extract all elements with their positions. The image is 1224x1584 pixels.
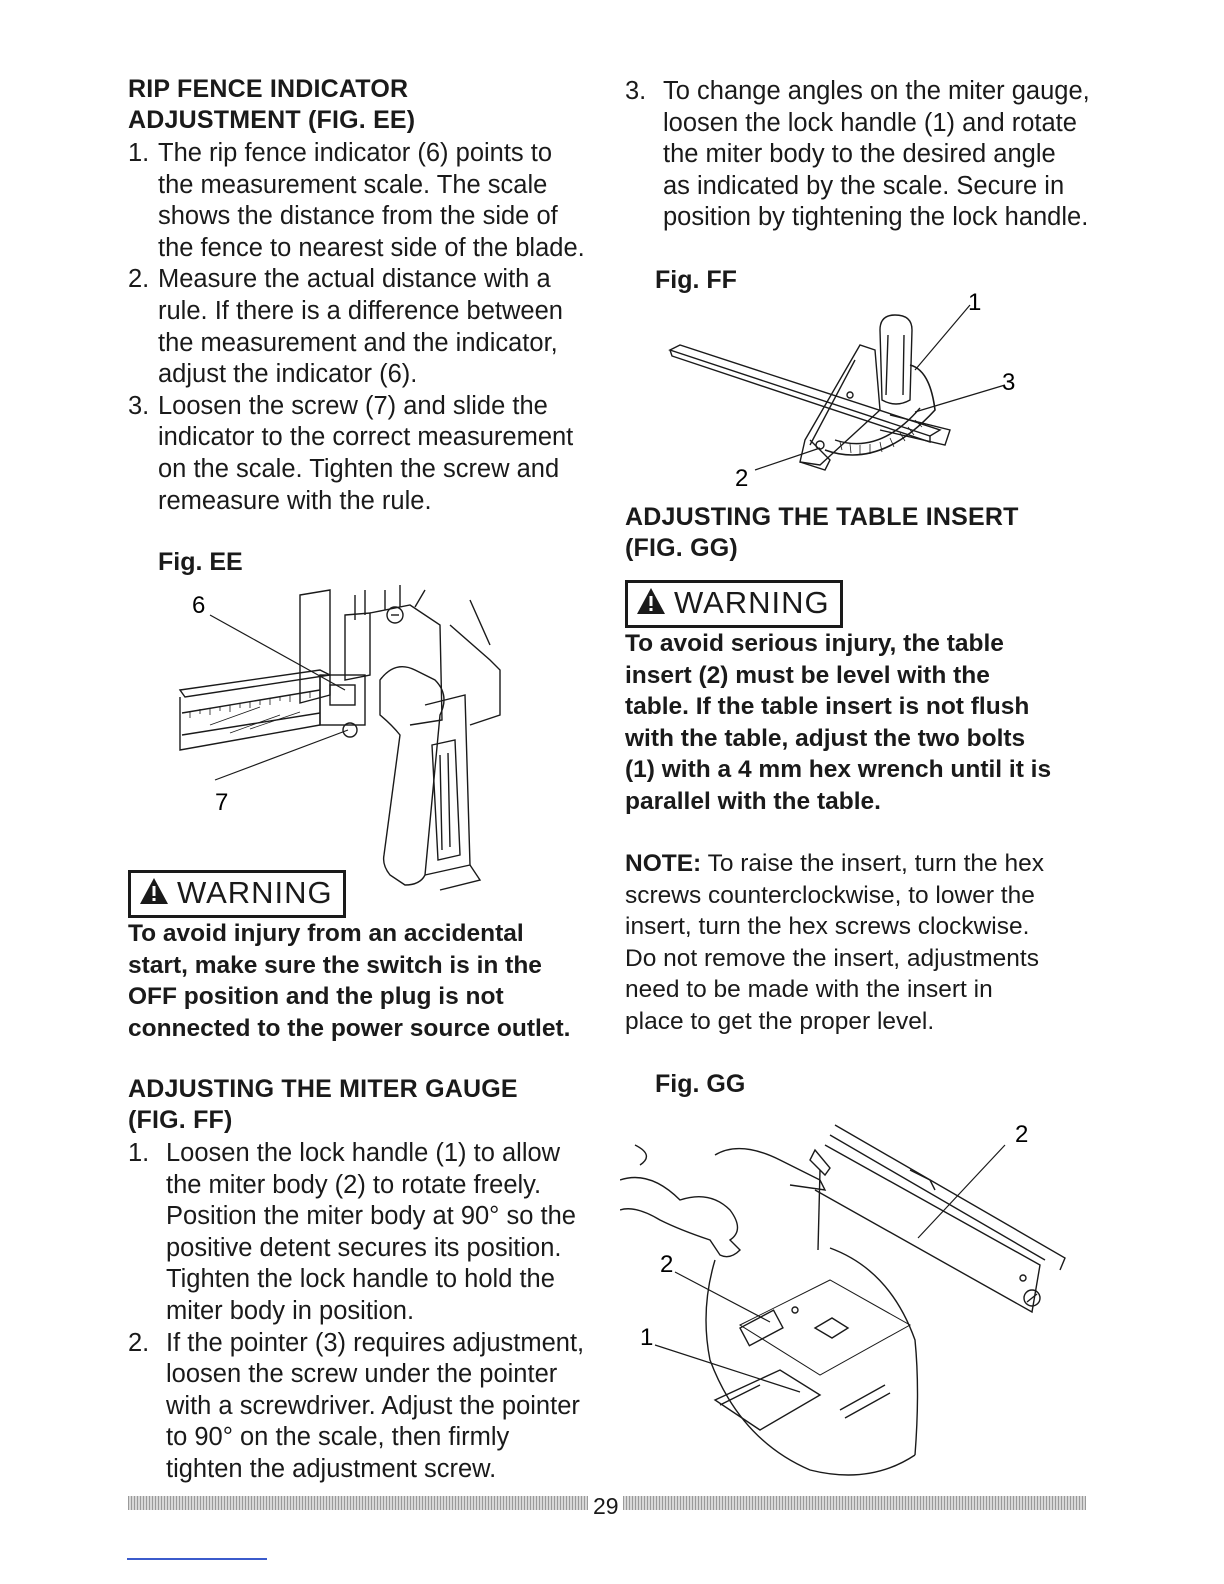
rip-fence-section: [128, 74, 598, 517]
callout-1: 1: [968, 290, 982, 316]
fig-gg-illustration: [620, 1100, 1080, 1490]
callout-1: 1: [640, 1324, 654, 1351]
fig-ff-label: Fig. FF: [655, 266, 737, 294]
rip-fence-steps: [128, 138, 598, 517]
callout-2-left: 2: [660, 1251, 674, 1278]
warning-label-box: WARNING: [625, 580, 843, 628]
footer-rule-left: [128, 1496, 588, 1510]
miter-gauge-section: [128, 1074, 598, 1486]
miter-step-2: 2. If the pointer (3) requires adjustment, loosen the screw under the pointer with a screwdriver. Adjust the pointer to 90° on the scale, then firmly tighten the adjustment screw.: [128, 1328, 585, 1483]
miter-gauge-steps: [128, 1138, 598, 1486]
note-line-1: NOTE: To raise the insert, turn the hex: [625, 850, 1044, 877]
callout-3: 3: [1002, 369, 1016, 396]
warning-triangle-icon: [139, 875, 169, 915]
bottom-rule: [127, 1558, 267, 1560]
fig-gg-label: Fig. GG: [655, 1070, 746, 1098]
miter-step-3-list: [625, 76, 1105, 234]
table-insert-section: [625, 502, 1105, 564]
footer-rule-right: [623, 1496, 1086, 1510]
fig-ee-illustration: [170, 585, 510, 895]
miter-gauge-heading: ADJUSTING THE MITER GAUGE (FIG. FF): [128, 1075, 518, 1134]
callout-2: 2: [735, 465, 749, 490]
rip-step-2: 2. Measure the actual distance with a rule. If there is a difference between the measurement and the indicator, adjust the indicator (6).: [128, 265, 563, 389]
miter-step-3: 3. To change angles on the miter gauge, loosen the lock handle (1) and rotate the miter body to the desired angle as indicated by the scale. Secure in position by tightening the lock handle.: [625, 77, 1090, 232]
right-warning-box: [625, 580, 843, 628]
callout-6: 6: [192, 592, 206, 619]
rip-step-3: 3. Loosen the screw (7) and slide the indicator to the correct measurement on the scale. Tighten the screw and remeasure with the rule.: [128, 391, 574, 515]
note-label: NOTE:: [625, 850, 702, 877]
miter-step-3-block: [625, 76, 1105, 234]
table-insert-heading: ADJUSTING THE TABLE INSERT (FIG. GG): [625, 503, 1019, 562]
rip-fence-heading: RIP FENCE INDICATOR ADJUSTMENT (FIG. EE): [128, 75, 416, 134]
left-warning-box: [128, 870, 346, 918]
rip-step-1: 1. The rip fence indicator (6) points to the measurement scale. The scale shows the distance from the side of the fence to nearest side of the blade.: [128, 139, 585, 262]
warning-label-box: WARNING: [128, 870, 346, 918]
fig-ff-illustration: [660, 290, 1040, 490]
callout-7: 7: [215, 789, 229, 816]
fig-ee-label: Fig. EE: [158, 548, 243, 576]
note-block: NOTE: To raise the insert, turn the hex screws counterclockwise, to lower the insert, turn the hex screws clockwise. Do not remove the insert, adjustments need to be made with the insert in place to get the proper level.: [625, 848, 1105, 1038]
miter-step-1: 1. Loosen the lock handle (1) to allow the miter body (2) to rotate freely. Position the miter body at 90° so the positive detent secures its position. Tighten the lock handle to hold the miter body in position.: [128, 1139, 576, 1325]
right-warning-text: To avoid serious injury, the table insert (2) must be level with the table. If the table insert is not flush with the table, adjust the two bolts (1) with a 4 mm hex wrench until it is parallel with the table.: [625, 630, 1052, 815]
warning-triangle-icon: [636, 585, 666, 625]
callout-2-top: 2: [1015, 1121, 1029, 1148]
page-number: 29: [593, 1493, 619, 1519]
left-warning-text: To avoid injury from an accidental start, make sure the switch is in the OFF position and the plug is not connected to the power source outlet.: [128, 920, 571, 1042]
